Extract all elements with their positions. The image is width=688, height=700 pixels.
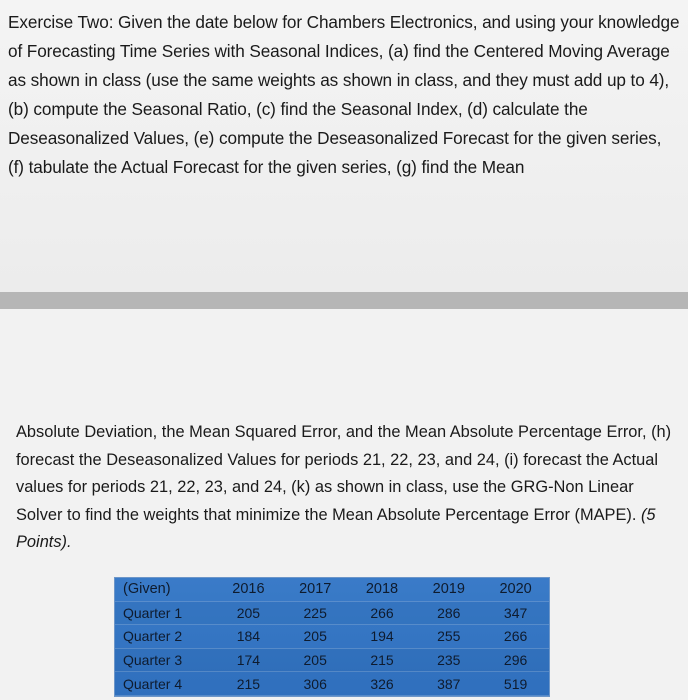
- table-cell: 387: [415, 672, 482, 696]
- table-row: [115, 601, 549, 625]
- table-row: [115, 625, 549, 649]
- table-cell: 215: [349, 648, 416, 672]
- table-cell: 205: [282, 625, 349, 649]
- quarterly-sales-table: [115, 578, 549, 696]
- exercise-text-upper: [0, 0, 688, 292]
- paragraph-2-text: Absolute Deviation, the Mean Squared Error, and the Mean Absolute Percentage Error, (h) forecast the Deseasonalized Values for periods 21, 22, 23, and 24, (i) forecast the Actual values for periods 21, 22, 23, and 24, (k) as shown in class, use the GRG-Non Linear Solver to find the weights that minimize the Mean Absolute Percentage Error (MAPE).: [16, 423, 672, 524]
- exercise-text-lower: [0, 309, 688, 700]
- table-cell: 266: [349, 601, 416, 625]
- quarter-label: Quarter 4: [115, 672, 215, 696]
- year-header: 2020: [482, 578, 549, 601]
- table-header-row: [115, 578, 549, 601]
- separator-bar: [0, 292, 688, 309]
- quarter-label: Quarter 2: [115, 625, 215, 649]
- table-cell: 266: [482, 625, 549, 649]
- table-row: [115, 672, 549, 696]
- year-header: 2017: [282, 578, 349, 601]
- table-cell: 194: [349, 625, 416, 649]
- table-cell: 205: [215, 601, 282, 625]
- table-cell: 286: [415, 601, 482, 625]
- table-cell: 174: [215, 648, 282, 672]
- table-cell: 255: [415, 625, 482, 649]
- table-cell: 347: [482, 601, 549, 625]
- table-cell: 296: [482, 648, 549, 672]
- table-cell: 235: [415, 648, 482, 672]
- quarter-label: Quarter 1: [115, 601, 215, 625]
- table-cell: 519: [482, 672, 549, 696]
- year-header: 2016: [215, 578, 282, 601]
- exercise-paragraph-2: [16, 419, 676, 557]
- sales-table: [114, 577, 550, 697]
- quarter-label: Quarter 3: [115, 648, 215, 672]
- table-cell: 326: [349, 672, 416, 696]
- table-corner-label: (Given): [115, 578, 215, 601]
- exercise-paragraph-1: Exercise Two: Given the date below for Chambers Electronics, and using your knowledge of Forecasting Time Series with Seasonal Indices, (a) find the Centered Moving Average as shown in class (use the same weights as shown in class, and they must add up to 4), (b) compute the Seasonal Ratio, (c) find the Seasonal Index, (d) calculate the Deseasonalized Values, (e) compute the Deseasonalized Forecast for the given series, (f) tabulate the Actual Forecast for the given series, (g) find the Mean: [8, 12, 680, 177]
- table-cell: 306: [282, 672, 349, 696]
- table-cell: 184: [215, 625, 282, 649]
- table-row: [115, 648, 549, 672]
- table-cell: 205: [282, 648, 349, 672]
- points-note: (5 Points).: [16, 505, 656, 551]
- year-header: 2018: [349, 578, 416, 601]
- table-cell: 225: [282, 601, 349, 625]
- table-cell: 215: [215, 672, 282, 696]
- year-header: 2019: [415, 578, 482, 601]
